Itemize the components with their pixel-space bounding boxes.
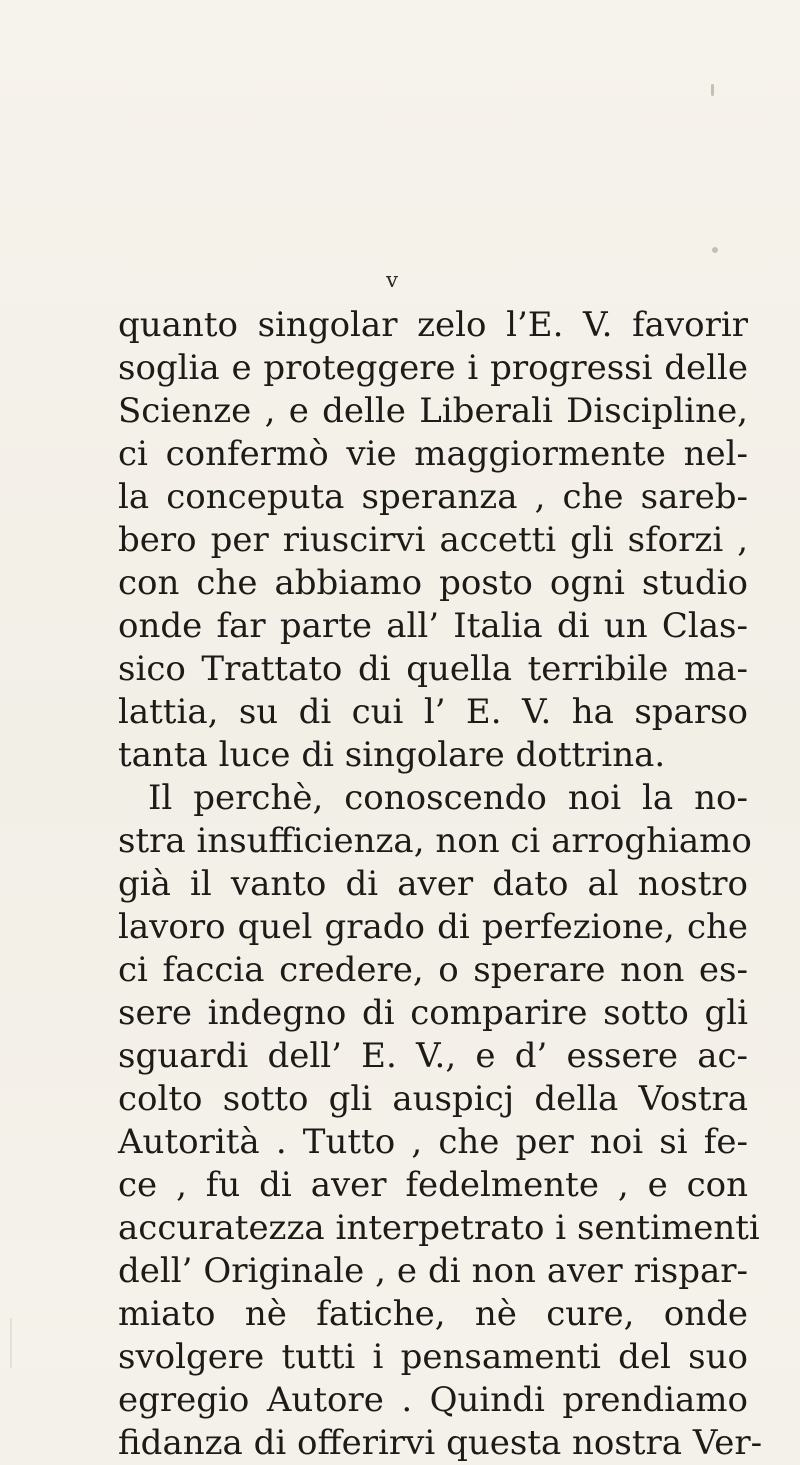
text-line: fidanza di offerirvi questa nostra Ver- [118,1423,763,1463]
text-line: sico Trattato di quella terribile ma- [118,649,748,689]
text-line: ci confermò vie maggiormente nel- [118,434,748,474]
text-line: colto sotto gli auspicj della Vostra [118,1079,748,1119]
text-line: già il vanto di aver dato al nostro [118,864,748,904]
text-line: miato nè fatiche, nè cure, onde [118,1294,748,1334]
text-line: svolgere tutti i pensamenti del suo [118,1337,748,1377]
text-line: sere indegno di comparire sotto gli [118,993,748,1033]
text-line: soglia e proteggere i progressi delle [118,348,748,388]
text-line: Autorità . Tutto , che per noi si fe- [118,1122,748,1162]
text-line: bero per riuscirvi accetti gli sforzi , [118,520,748,560]
ink-dot [712,247,718,253]
text-line: Scienze , e delle Liberali Discipline, [118,391,748,431]
signature-mark: v [386,268,398,292]
text-line: stra insufficienza, non ci arroghiamo [118,821,752,861]
text-line: con che abbiamo posto ogni studio [118,563,748,603]
paper-mark [711,84,714,96]
text-line: Il perchè, conoscendo noi la no- [148,778,748,818]
text-line: sguardi dell’ E. V., e d’ essere ac- [118,1036,748,1076]
text-line: onde far parte all’ Italia di un Clas- [118,606,748,646]
text-line: lavoro quel grado di perfezione, che [118,907,748,947]
text-line: egregio Autore . Quindi prendiamo [118,1380,748,1420]
text-line: lattia, su di cui l’ E. V. ha sparso [118,692,748,732]
text-line: tanta luce di singolare dottrina. [118,735,666,775]
text-line: la conceputa speranza , che sareb- [118,477,748,517]
text-line: accuratezza interpetrato i sentimenti [118,1208,760,1248]
text-line: ci faccia credere, o sperare non es- [118,950,748,990]
text-line: quanto singolar zelo l’E. V. favorir [118,305,748,345]
text-line: ce , fu di aver fedelmente , e con [118,1165,748,1205]
text-line: dell’ Originale , e di non aver rispar- [118,1251,748,1291]
page-edge-mark [10,1318,12,1368]
body-text [118,304,763,1465]
